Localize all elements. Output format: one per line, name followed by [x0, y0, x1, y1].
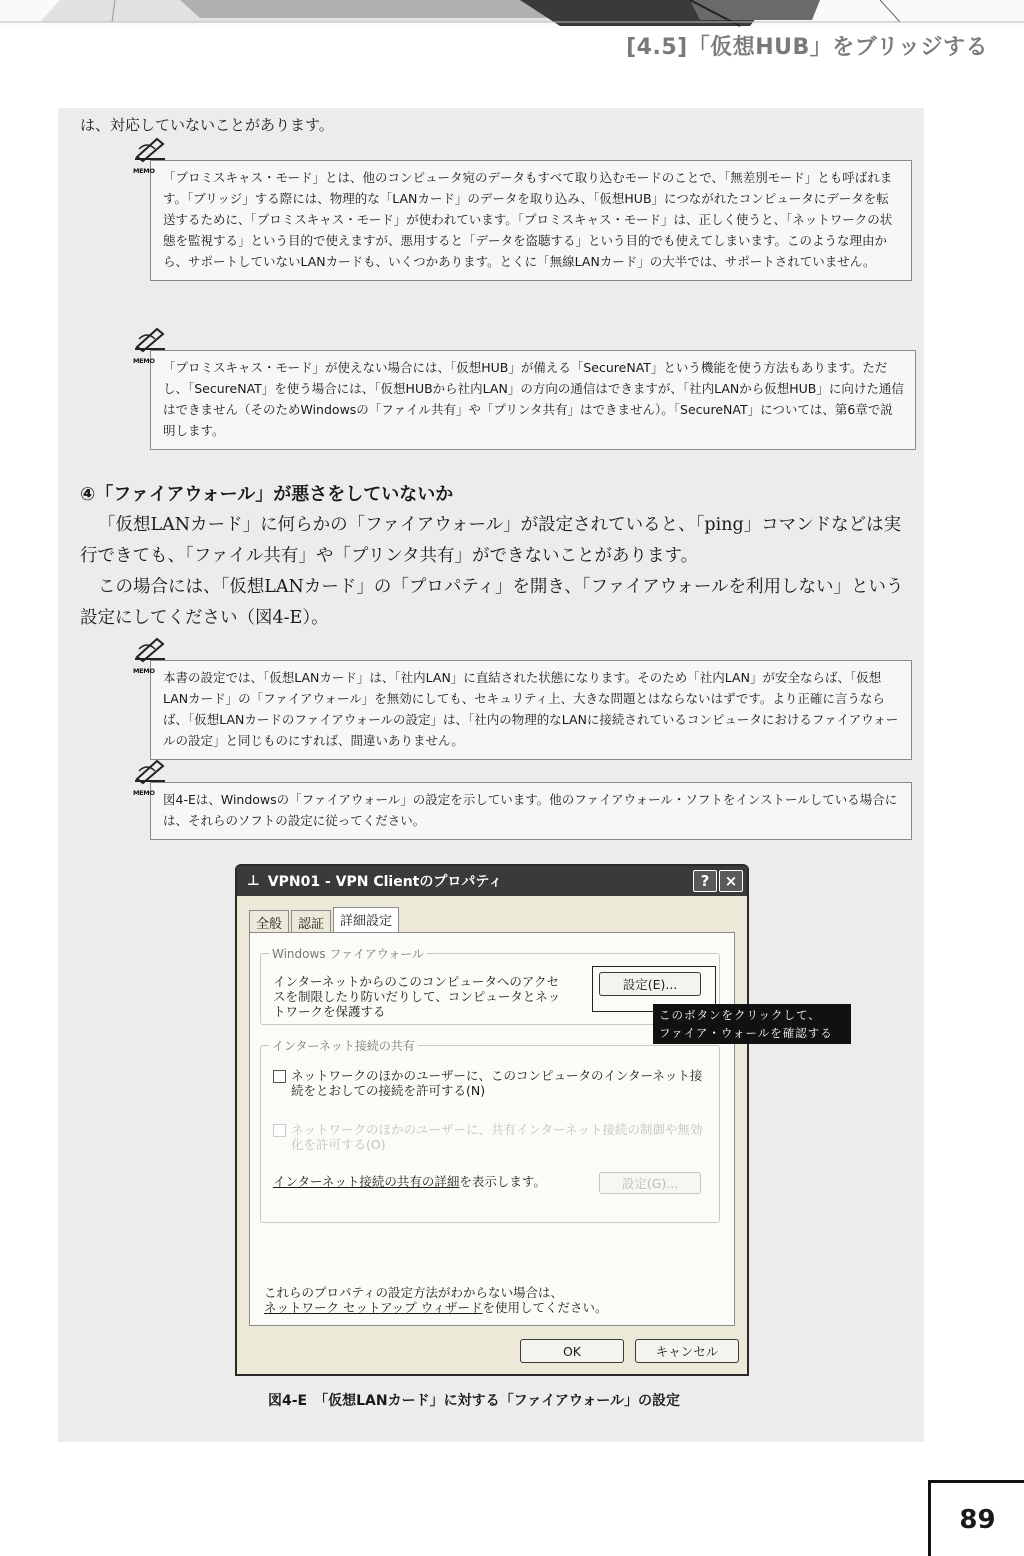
memo-icon [133, 757, 173, 797]
dialog-footer-text [264, 1285, 664, 1315]
paragraph: この場合には、「仮想LANカード」の「プロパティ」を開き、「ファイアウォールを利用しない」という設定にしてください（図4-E）。 [80, 577, 904, 628]
section-heading: ④「ファイアウォール」が悪さをしていないか [80, 484, 454, 505]
memo-label: MEMO [133, 667, 155, 675]
memo-text: 図4-Eは、Windowsの「ファイアウォール」の設定を示しています。他のファイアウォール・ソフトをインストールしている場合には、それらのソフトの設定に従ってください。 [163, 792, 898, 828]
properties-dialog [235, 864, 749, 1376]
ics-details-link[interactable]: インターネット接続の共有の詳細 [273, 1174, 460, 1189]
wizard-link[interactable]: ネットワーク セットアップ ウィザード [264, 1300, 483, 1315]
ics-group [260, 1039, 720, 1223]
dialog-title: VPN01 - VPN Clientのプロパティ [267, 874, 503, 890]
callout-line-1: このボタンをクリックして、 [659, 1008, 821, 1022]
ics-group-title: インターネット接続の共有 [269, 1037, 418, 1054]
paragraph: 「仮想LANカード」に何らかの「ファイアウォール」が設定されていると、「ping」コマンドなどは実行できても、「ファイル共有」や「プリンタ共有」ができないことがあります。 [80, 515, 902, 566]
header-decoration [0, 0, 1024, 28]
memo-label: MEMO [133, 357, 155, 365]
cancel-button[interactable]: キャンセル [635, 1339, 739, 1363]
memo-text: 「プロミスキャス・モード」とは、他のコンピュータ宛のデータもすべて取り込むモードのことで、「無差別モード」とも呼ばれます。「ブリッジ」する際には、物理的な「LANカード」のデータを取り込み、「仮想HUB」につながれたコンピュータにデータを転送するために、「プロミスキャス・モード」が使われています。「プロミスキャス・モード」は、正しく使うと、「ネットワークの状態を監視する」という目的で使えますが、悪用すると「データを盗聴する」という目的でも使えてしまいます。このような理由から、サポートしていないLANカードも、いくつかあります。とくに「無線LANカード」の大半では、サポートされていません。 [163, 170, 893, 269]
firewall-description: インターネットからのこのコンピュータへのアクセスを制限したり防いだりして、コンピュータとネットワークを保護する [273, 974, 561, 1019]
close-button[interactable]: × [719, 870, 743, 892]
wizard-suffix: を使用してください。 [482, 1300, 608, 1315]
body-text [80, 510, 910, 634]
ics-allow-checkbox[interactable] [273, 1070, 286, 1083]
memo-box [133, 660, 912, 760]
memo-icon [133, 635, 173, 675]
ics-details-suffix: を表示します。 [459, 1174, 546, 1189]
ics-control-label: ネットワークのほかのユーザーに、共有インターネット接続の制御や無効化を許可する(O) [291, 1122, 703, 1152]
intro-text: は、対応していないことがあります。 [80, 116, 334, 134]
ics-details-text [273, 1174, 546, 1189]
ics-control-checkbox[interactable] [273, 1124, 286, 1137]
memo-text: 「プロミスキャス・モード」が使えない場合には、「仮想HUB」が備える「SecureNAT」という機能を使う方法もあります。ただし、「SecureNAT」を使う場合には、「仮想HUBから社内LAN」の方向の通信はできますが、「社内LANから仮想HUB」に向けた通信はできません（そのためWindowsの「ファイル共有」や「プリンタ共有」はできません）。「SecureNAT」については、第6章で説明します。 [163, 360, 904, 438]
tab-advanced[interactable]: 詳細設定 [333, 907, 399, 933]
dialog-titlebar [237, 866, 747, 896]
footer-note: これらのプロパティの設定方法がわからない場合は、 [264, 1285, 564, 1300]
ics-allow-label: ネットワークのほかのユーザーに、このコンピュータのインターネット接続をとおしての接続を許可する(N) [291, 1068, 703, 1098]
section-header: [4.5]「仮想HUB」をブリッジする [626, 35, 988, 60]
memo-text: 本書の設定では、「仮想LANカード」は、「社内LAN」に直結された状態になります。そのため「社内LAN」が安全ならば、「仮想LANカード」の「ファイアウォール」を無効にしても、セキュリティ上、大きな問題とはならないはずです。より正確に言うならば、「仮想LANカードのファイアウォールの設定」は、「社内の物理的なLANに接続されているコンピュータにおけるファイアウォールの設定」と同じものにすれば、間違いありません。 [163, 670, 899, 748]
memo-box [133, 350, 916, 450]
callout-note [653, 1004, 851, 1044]
ics-settings-button[interactable]: 設定(G)... [599, 1172, 701, 1194]
firewall-group-title: Windows ファイアウォール [269, 945, 427, 962]
tab-general[interactable]: 全般 [249, 910, 289, 932]
help-button[interactable]: ? [693, 870, 717, 892]
tab-authentication[interactable]: 認証 [291, 910, 331, 932]
memo-icon [133, 325, 173, 365]
tab-bar [249, 906, 401, 932]
memo-label: MEMO [133, 789, 155, 797]
network-adapter-icon: ⊥ [247, 873, 260, 889]
figure-caption: 図4-E 「仮想LANカード」に対する「ファイアウォール」の設定 [268, 1393, 681, 1409]
callout-line-2: ファイア・ウォールを確認する [659, 1026, 833, 1040]
memo-box [133, 782, 912, 840]
memo-box [133, 160, 912, 281]
firewall-settings-button[interactable]: 設定(E)... [599, 972, 701, 996]
page-number: 89 [928, 1480, 1024, 1556]
ok-button[interactable]: OK [520, 1339, 624, 1363]
memo-icon [133, 135, 173, 175]
memo-label: MEMO [133, 167, 155, 175]
